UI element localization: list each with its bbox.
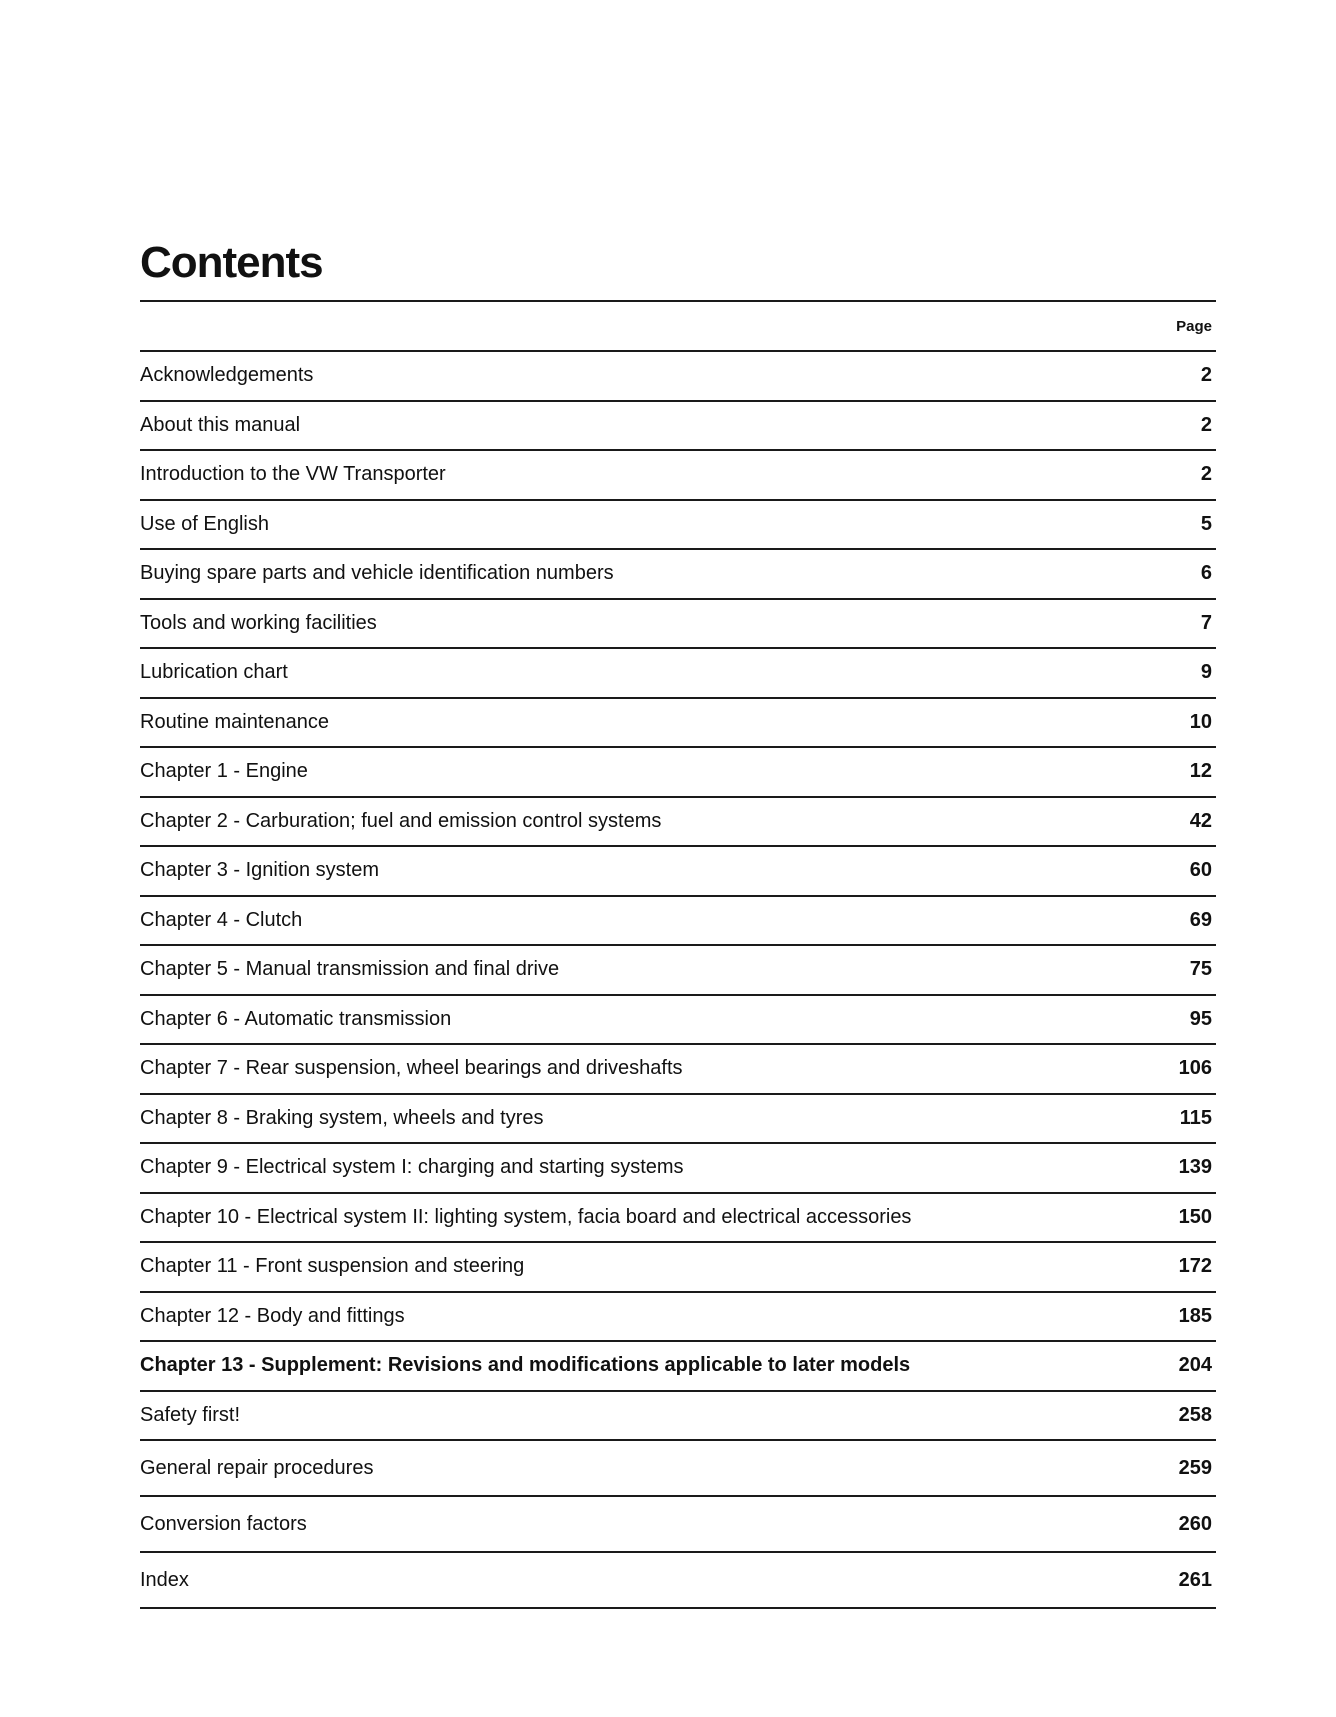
toc-entry-introduction[interactable] (140, 451, 1216, 501)
toc-entry-use-of-english[interactable] (140, 501, 1216, 551)
toc-entry-page: 2 (1200, 463, 1212, 486)
toc-entry-chapter-1[interactable] (140, 748, 1216, 798)
toc-entry-page: 69 (1189, 908, 1212, 931)
toc-entry-title: Chapter 4 - Clutch (140, 908, 303, 931)
toc-entry-general-repair-procedures[interactable] (140, 1441, 1216, 1497)
toc-entry-chapter-13[interactable] (140, 1342, 1216, 1392)
toc-entry-chapter-12[interactable] (140, 1293, 1216, 1343)
toc-entry-title: Introduction to the VW Transporter (140, 463, 446, 486)
toc-entry-page: 60 (1189, 859, 1212, 882)
toc-entry-title: Tools and working facilities (140, 611, 377, 634)
toc-entry-page: 258 (1178, 1403, 1212, 1426)
toc-entry-page: 9 (1200, 661, 1212, 684)
toc-entry-index[interactable] (140, 1553, 1216, 1609)
toc-entry-title: Chapter 2 - Carburation; fuel and emission control systems (140, 809, 662, 832)
toc-entry-lubrication-chart[interactable] (140, 649, 1216, 699)
toc-entry-title: Use of English (140, 512, 269, 535)
toc-entry-title: Chapter 10 - Electrical system II: lighting system, facia board and electrical accessories (140, 1205, 912, 1228)
toc-entry-conversion-factors[interactable] (140, 1497, 1216, 1553)
toc-entry-title: Chapter 8 - Braking system, wheels and tyres (140, 1106, 544, 1129)
toc-entry-page: 150 (1178, 1205, 1212, 1228)
toc-entry-title: About this manual (140, 413, 301, 436)
table-of-contents (140, 300, 1216, 1609)
toc-entry-title: Chapter 13 - Supplement: Revisions and modifications applicable to later models (140, 1354, 911, 1377)
toc-entry-title: Chapter 3 - Ignition system (140, 859, 379, 882)
toc-entry-chapter-2[interactable] (140, 798, 1216, 848)
toc-entry-title: Lubrication chart (140, 661, 288, 684)
toc-entry-title: Buying spare parts and vehicle identification numbers (140, 562, 614, 585)
toc-entry-title: Chapter 9 - Electrical system I: charging and starting systems (140, 1156, 684, 1179)
toc-entry-page: 2 (1200, 364, 1212, 387)
toc-entry-title: Safety first! (140, 1403, 241, 1426)
page-title: Contents (140, 238, 323, 287)
toc-entry-title: Conversion factors (140, 1512, 307, 1535)
toc-entry-page: 106 (1178, 1057, 1212, 1080)
toc-entry-page: 172 (1178, 1255, 1212, 1278)
toc-entry-chapter-9[interactable] (140, 1144, 1216, 1194)
toc-entry-title: Chapter 5 - Manual transmission and final drive (140, 958, 560, 981)
toc-entry-safety-first[interactable] (140, 1392, 1216, 1442)
toc-entry-page: 115 (1179, 1106, 1212, 1129)
page-column-header: Page (140, 302, 1216, 352)
toc-entry-page: 259 (1178, 1456, 1212, 1479)
toc-entry-title: Chapter 11 - Front suspension and steering (140, 1255, 525, 1278)
toc-entry-acknowledgements[interactable] (140, 352, 1216, 402)
toc-entry-chapter-4[interactable] (140, 897, 1216, 947)
toc-entry-title: Routine maintenance (140, 710, 330, 733)
toc-entry-routine-maintenance[interactable] (140, 699, 1216, 749)
toc-entry-page: 204 (1178, 1354, 1212, 1377)
toc-entry-page: 42 (1189, 809, 1212, 832)
toc-entry-chapter-3[interactable] (140, 847, 1216, 897)
toc-entry-tools[interactable] (140, 600, 1216, 650)
toc-entry-page: 5 (1200, 512, 1212, 535)
toc-entry-about-this-manual[interactable] (140, 402, 1216, 452)
toc-entry-page: 12 (1189, 760, 1212, 783)
toc-entry-page: 75 (1189, 958, 1212, 981)
toc-entry-page: 185 (1178, 1304, 1212, 1327)
toc-entry-buying-spare-parts[interactable] (140, 550, 1216, 600)
toc-entry-chapter-7[interactable] (140, 1045, 1216, 1095)
toc-entry-page: 10 (1189, 710, 1212, 733)
toc-entry-title: Chapter 6 - Automatic transmission (140, 1007, 452, 1030)
toc-entry-page: 139 (1178, 1156, 1212, 1179)
toc-entry-title: Chapter 12 - Body and fittings (140, 1304, 405, 1327)
toc-entry-chapter-10[interactable] (140, 1194, 1216, 1244)
toc-entry-title: Chapter 1 - Engine (140, 760, 308, 783)
toc-entry-chapter-6[interactable] (140, 996, 1216, 1046)
toc-entry-chapter-8[interactable] (140, 1095, 1216, 1145)
toc-entry-page: 95 (1189, 1007, 1212, 1030)
toc-entry-page: 2 (1200, 413, 1212, 436)
toc-entry-chapter-5[interactable] (140, 946, 1216, 996)
toc-entry-page: 6 (1200, 562, 1212, 585)
toc-entry-title: General repair procedures (140, 1456, 374, 1479)
toc-entry-title: Acknowledgements (140, 364, 314, 387)
toc-entry-title: Chapter 7 - Rear suspension, wheel bearings and driveshafts (140, 1057, 683, 1080)
toc-entry-page: 7 (1200, 611, 1212, 634)
toc-entry-chapter-11[interactable] (140, 1243, 1216, 1293)
toc-entry-page: 261 (1178, 1568, 1212, 1591)
toc-entry-title: Index (140, 1568, 189, 1591)
toc-entry-page: 260 (1178, 1512, 1212, 1535)
